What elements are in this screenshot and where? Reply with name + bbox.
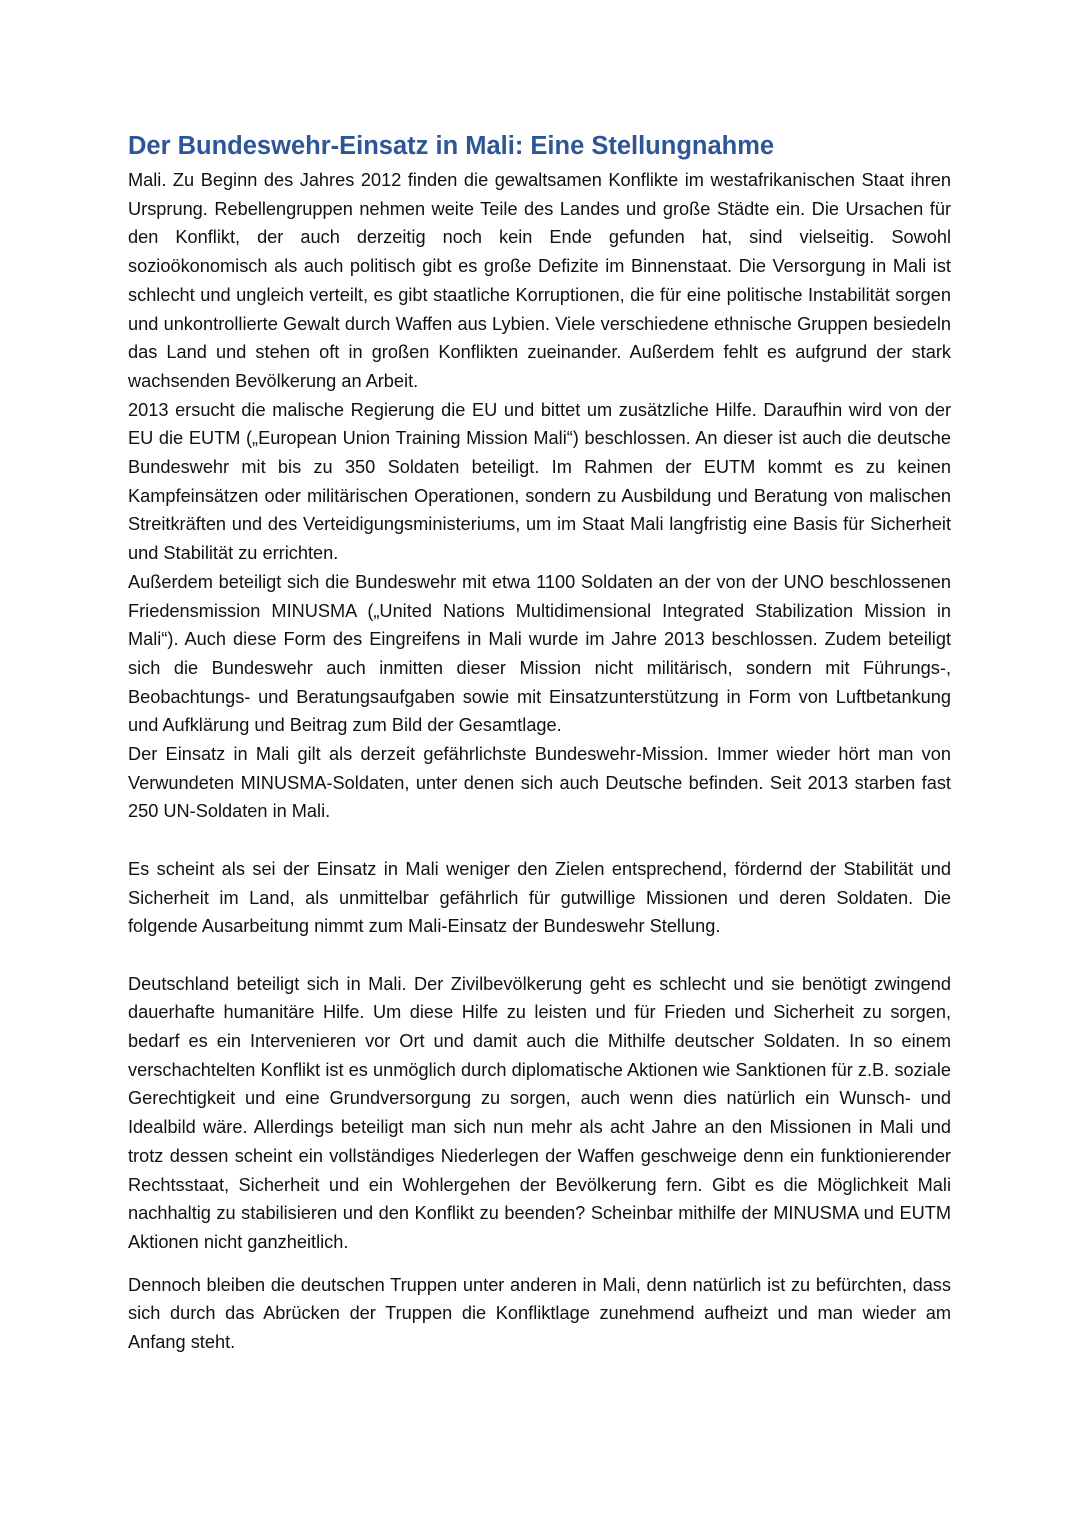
document-title: Der Bundeswehr-Einsatz in Mali: Eine Stellungnahme bbox=[128, 132, 775, 160]
paragraph-counterpoint: Dennoch bleiben die deutschen Truppen unter anderen in Mali, denn natürlich ist zu befürchten, dass sich durch das Abrücken der Truppen die Konfliktlage zunehmend aufheizt und man wieder am Anfang steht. bbox=[128, 1274, 951, 1353]
document-page bbox=[128, 128, 951, 1357]
paragraph-minusma: Außerdem beteiligt sich die Bundeswehr mit etwa 1100 Soldaten an der von der UNO beschlossenen Friedensmission MINUSMA („United Nations Multidimensional Integrated Stabilization Mission in Mali“). Auch diese Form des Eingreifens in Mali wurde im Jahre 2013 beschlossen. Zudem beteiligt sich die Bundeswehr auch inmitten dieser Mission nicht militärisch, sondern mit Führungs-, Beobachtungs- und Beratungsaufgaben sowie mit Einsatzunterstützung in Form von Luftbetankung und Aufklärung und Beitrag zum Bild der Gesamtlage. bbox=[128, 571, 951, 736]
paragraph-background: Mali. Zu Beginn des Jahres 2012 finden die gewaltsamen Konflikte im westafrikanischen Staat ihren Ursprung. Rebellengruppen nehmen weite Teile des Landes und große Städte ein. Die Ursachen für den Konflikt, der auch derzeitig noch kein Ende gefunden hat, sind vielseitig. Sowohl sozioökonomisch als auch politisch gibt es große Defizite im Binnenstaat. Die Versorgung in Mali ist schlecht und ungleich verteilt, es gibt staatliche Korruptionen, die für eine politische Instabilität sorgen und unkontrollierte Gewalt durch Waffen aus Lybien. Viele verschiedene ethnische Gruppen besiedeln das Land und stehen oft in großen Konflikten zueinander. Außerdem fehlt es aufgrund der stark wachsenden Bevölkerung an Arbeit. bbox=[128, 170, 951, 391]
paragraph-danger: Der Einsatz in Mali gilt als derzeit gefährlichste Bundeswehr-Mission. Immer wieder hört man von Verwundeten MINUSMA-Soldaten, unter denen sich auch Deutsche befinden. Seit 2013 starben fast 250 UN-Soldaten in Mali. bbox=[128, 744, 951, 822]
paragraph-argument: Deutschland beteiligt sich in Mali. Der Zivilbevölkerung geht es schlecht und sie benötigt zwingend dauerhafte humanitäre Hilfe. Um diese Hilfe zu leisten und für Frieden und Sicherheit zu sorgen, bedarf es ein Intervenieren vor Ort und damit auch die Mithilfe deutscher Soldaten. In so einem verschachtelten Konflikt ist es unmöglich durch diplomatische Aktionen wie Sanktionen für z.B. soziale Gerechtigkeit und eine Grundversorgung zu sorgen, auch wenn dies natürlich ein Wunsch- und Idealbild wäre. Allerdings beteiligt man sich nun mehr als acht Jahre an den Missionen in Mali und trotz dessen scheint ein vollständiges Niederlegen der Waffen geschweige denn ein funktionierender Rechtsstaat, Sicherheit und ein Wohlergehen der Bevölkerung fern. Gibt es die Möglichkeit Mali nachhaltig zu stabilisieren und den Konflikt zu beenden? Scheinbar mithilfe der MINUSMA und EUTM Aktionen nicht ganzheitlich. bbox=[128, 973, 951, 1252]
paragraph-eutm: 2013 ersucht die malische Regierung die EU und bittet um zusätzliche Hilfe. Daraufhin wird von der EU die EUTM („European Union Training Mission Mali“) beschlossen. An dieser ist auch die deutsche Bundeswehr mit bis zu 350 Soldaten beteiligt. Im Rahmen der EUTM kommt es zu keinen Kampfeinsätzen oder militärischen Operationen, sondern zu Ausbildung und Beratung von malischen Streitkräften und des Verteidigungsministeriums, um im Staat Mali langfristig eine Basis für Sicherheit und Stabilität zu errichten. bbox=[128, 399, 951, 564]
paragraph-thesis: Es scheint als sei der Einsatz in Mali weniger den Zielen entsprechend, fördernd der Stabilität und Sicherheit im Land, als unmittelbar gefährlich für gutwillige Missionen und deren Soldaten. Die folgende Ausarbeitung nimmt zum Mali-Einsatz der Bundeswehr Stellung. bbox=[128, 858, 951, 937]
